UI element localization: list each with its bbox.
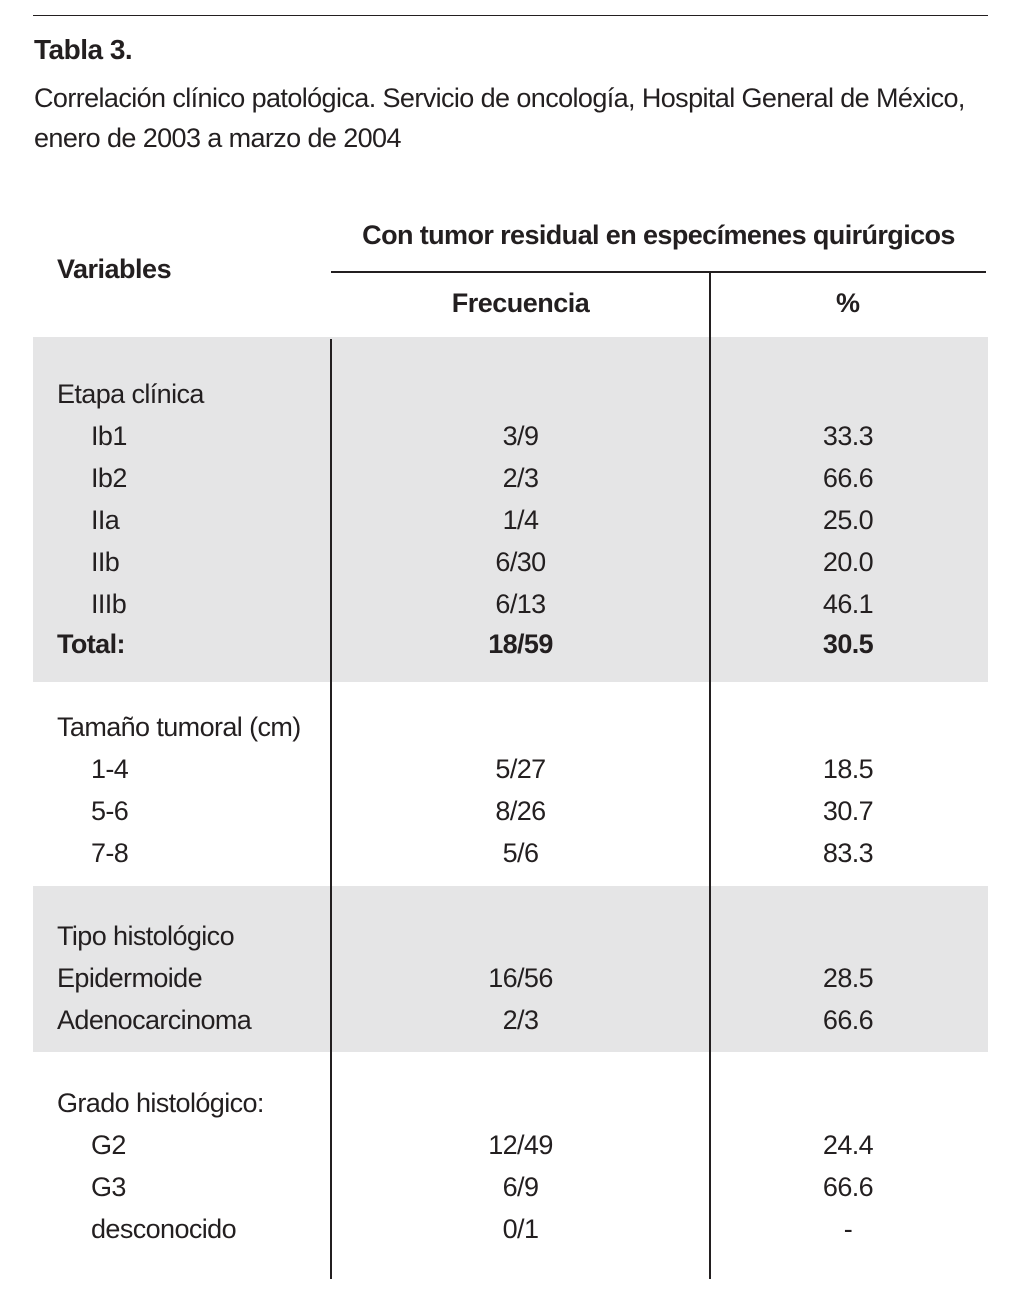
table-row <box>33 583 988 625</box>
header-group-rule <box>331 271 986 273</box>
row-label: Ib2 <box>91 463 127 493</box>
row-frecuencia: 12/49 <box>488 1130 553 1160</box>
row-label: Tipo histológico <box>57 921 235 951</box>
row-percent: 20.0 <box>822 547 874 577</box>
section-title-text: Tamaño tumoral (cm) <box>57 712 301 742</box>
row-percent: 24.4 <box>822 1130 874 1160</box>
row-percent: 33.3 <box>822 421 874 451</box>
table-caption: Correlación clínico patológica. Servicio de oncología, Hospital General de México, enero de 2003 a marzo de 2004 <box>34 83 965 153</box>
row-frecuencia: 6/30 <box>495 547 546 577</box>
row-percent: 66.6 <box>822 1172 874 1202</box>
row-percent: 66.6 <box>822 463 874 493</box>
row-percent: 83.3 <box>822 838 874 868</box>
total-frecuencia: 18/59 <box>488 629 553 659</box>
section-title <box>33 373 988 415</box>
section-title <box>33 1082 988 1124</box>
row-frecuencia: 5/27 <box>495 754 546 784</box>
row-label: IIa <box>91 505 120 535</box>
row-frecuencia: 16/56 <box>488 963 553 993</box>
row-label: Adenocarcinoma <box>57 1005 252 1035</box>
table-header <box>33 210 988 337</box>
row-frecuencia: 3/9 <box>502 421 539 451</box>
table-row <box>33 1166 988 1208</box>
row-label: 1-4 <box>91 754 129 784</box>
total-label: Total: <box>57 629 125 659</box>
table-row <box>33 499 988 541</box>
table-row <box>33 999 988 1041</box>
row-percent: 28.5 <box>822 963 874 993</box>
header-percent: % <box>835 288 860 318</box>
table-row <box>33 915 988 957</box>
row-percent: 46.1 <box>822 589 874 619</box>
total-percent: 30.5 <box>822 629 874 659</box>
column-rule-variables <box>330 339 332 1279</box>
section-title <box>33 706 988 748</box>
table-label: Tabla 3. <box>34 34 133 65</box>
total-row <box>33 623 988 665</box>
row-label: IIIb <box>91 589 127 619</box>
row-frecuencia: 6/9 <box>502 1172 539 1202</box>
row-frecuencia: 2/3 <box>502 1005 539 1035</box>
row-frecuencia: 5/6 <box>502 838 539 868</box>
table-row <box>33 1208 988 1250</box>
row-label: IIb <box>91 547 120 577</box>
row-label: desconocido <box>91 1214 237 1244</box>
table-row <box>33 832 988 874</box>
row-label: Epidermoide <box>57 963 202 993</box>
header-group: Con tumor residual en especímenes quirúrgicos <box>362 220 955 250</box>
table-row <box>33 957 988 999</box>
table-row <box>33 541 988 583</box>
column-rule-frecuencia <box>709 272 711 1279</box>
row-frecuencia: 0/1 <box>502 1214 539 1244</box>
section-tamano-tumoral <box>33 682 988 886</box>
table-row <box>33 415 988 457</box>
table-row <box>33 790 988 832</box>
row-frecuencia: 1/4 <box>502 505 539 535</box>
row-label: 5-6 <box>91 796 129 826</box>
top-rule <box>33 15 988 16</box>
section-tipo-histologico <box>33 886 988 1052</box>
row-percent: 18.5 <box>822 754 874 784</box>
row-frecuencia: 2/3 <box>502 463 539 493</box>
row-percent: 66.6 <box>822 1005 874 1035</box>
section-title-text: Grado histológico: <box>57 1088 264 1118</box>
row-label: G2 <box>91 1130 126 1160</box>
row-label: 7-8 <box>91 838 129 868</box>
section-etapa-clinica <box>33 337 988 682</box>
row-frecuencia: 6/13 <box>495 589 546 619</box>
header-frecuencia: Frecuencia <box>451 288 590 318</box>
section-grado-histologico <box>33 1052 988 1282</box>
row-label: G3 <box>91 1172 126 1202</box>
row-frecuencia: 8/26 <box>495 796 546 826</box>
table-row <box>33 1124 988 1166</box>
section-title-text: Etapa clínica <box>57 379 204 409</box>
row-label: Ib1 <box>91 421 127 451</box>
row-percent: 30.7 <box>822 796 874 826</box>
header-variables: Variables <box>57 254 172 284</box>
row-percent: 25.0 <box>822 505 874 535</box>
table-row <box>33 748 988 790</box>
table-row <box>33 457 988 499</box>
row-percent: - <box>843 1214 853 1244</box>
